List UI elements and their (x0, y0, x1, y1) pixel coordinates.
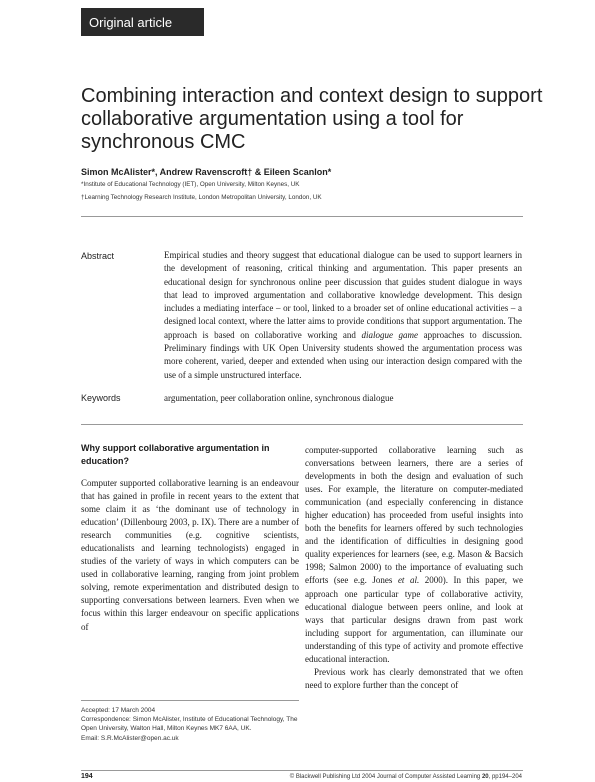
page-number: 194 (81, 773, 93, 780)
journal-citation (290, 774, 522, 780)
article-type-badge (81, 8, 204, 36)
journal-citation-part-2: , pp194–204 (488, 774, 522, 780)
correspondence-email: Email: S.R.McAlister@open.ac.uk (81, 734, 179, 742)
accepted-date: Accepted: 17 March 2004 (81, 707, 156, 714)
abstract-text-part-2: approaches to discussion. Preliminary findings with UK Open University students showed the argumentation process was more coherent, varied, deeper and extended when using our interaction design compared with the use of a simple unstructured interface. (164, 329, 522, 380)
header-divider (81, 216, 523, 217)
article-type-label: Original article (89, 15, 173, 30)
author-list: Simon McAlister*, Andrew Ravenscroft† & Eileen Scanlon* (81, 167, 332, 177)
right-column-paragraph-1 (305, 444, 523, 666)
abstract-text-italic: dialogue game (361, 329, 419, 340)
footer-divider (81, 770, 523, 771)
right-column (305, 444, 523, 692)
meta-divider (81, 700, 299, 701)
abstract-divider (81, 424, 523, 425)
abstract-label: Abstract (81, 251, 115, 261)
right-column-paragraph-2: Previous work has clearly demonstrated that we often need to explore further than the concept of (305, 666, 523, 690)
left-column (81, 442, 299, 634)
article-title: Combining interaction and context design to support collaborative argumentation using a tool for synchronous CMC (81, 85, 543, 153)
affiliation-2: †Learning Technology Research Institute, London Metropolitan University, London, UK (81, 194, 322, 201)
correspondence-label: Correspondence: (81, 716, 131, 724)
left-column-text: Computer supported collaborative learning is an endeavour that has gained in profile in recent years to the extent that some claim it as ‘the dominant use of technology in education’ (Dillenbourg 2003, p. IX). There are a number of research communities (e.g. cognitive scientists, educationalists and learning technologists) engaged in studies of the variety of ways in which computers can be used in collaborative learning, ranging from joint problem solving, remote experimentation and distributed design to supporting conversations between learners. Even when we focus within this larger endeavour on specific applications of (81, 478, 299, 632)
keywords-label: Keywords (81, 393, 121, 403)
article-metadata (81, 706, 299, 743)
keywords-text: argumentation, peer collaboration online, synchronous dialogue (164, 393, 394, 403)
right-paragraph-1-part-1: computer-supported collaborative learning such as conversations between learners, there are a series of developments in both the design and evaluation of such uses. For example, the literature on computer-mediated communication (and especially conferencing in distance higher education) has proceeded from useful insights into both the benefits for learners offered by such technologies and the identification of difficulties in designing good quality experiences for learners (see, e.g. Mason & Bacsich 1998; Salmon 2000) to the importance of evaluating such efforts (see e.g. Jones (305, 445, 523, 586)
right-paragraph-1-italic: et al. (397, 575, 420, 586)
affiliation-1: *Institute of Educational Technology (IET), Open University, Milton Keynes, UK (81, 181, 300, 188)
correspondence (81, 715, 299, 733)
correspondence-address: Simon McAlister, Institute of Educational Technology, The Open University, Walton Hall, Milton Keynes MK7 6AA, UK. (81, 716, 298, 733)
section-heading: Why support collaborative argumentation in education? (81, 443, 270, 466)
journal-citation-part-1: © Blackwell Publishing Ltd 2004 Journal of Computer Assisted Learning (289, 774, 482, 780)
abstract-text-part-1: Empirical studies and theory suggest that educational dialogue can be used to support learners in the development of reasoning, critical thinking and argumentation. This paper presents an educational design for synchronous online peer discussion that guides student dialogue in ways that lead to improved argumentation and collaborative knowledge development. This design includes a mediating interface – or tool, linked to a broader set of online educational activities – a designed local context, where the latter aims to provide conditions that support argumentation. The approach is based on collaborative working and (164, 250, 522, 340)
journal-volume: 20 (481, 774, 489, 780)
abstract-text (164, 249, 522, 382)
right-paragraph-1-part-2: 2000). In this paper, we approach one particular type of collaborative activity, educational dialogue between peers online, and look at ways that particular designs drawn from past work including support for argumentation, can illuminate our understanding of this type of activity and promote effective educational interaction. (305, 575, 523, 664)
